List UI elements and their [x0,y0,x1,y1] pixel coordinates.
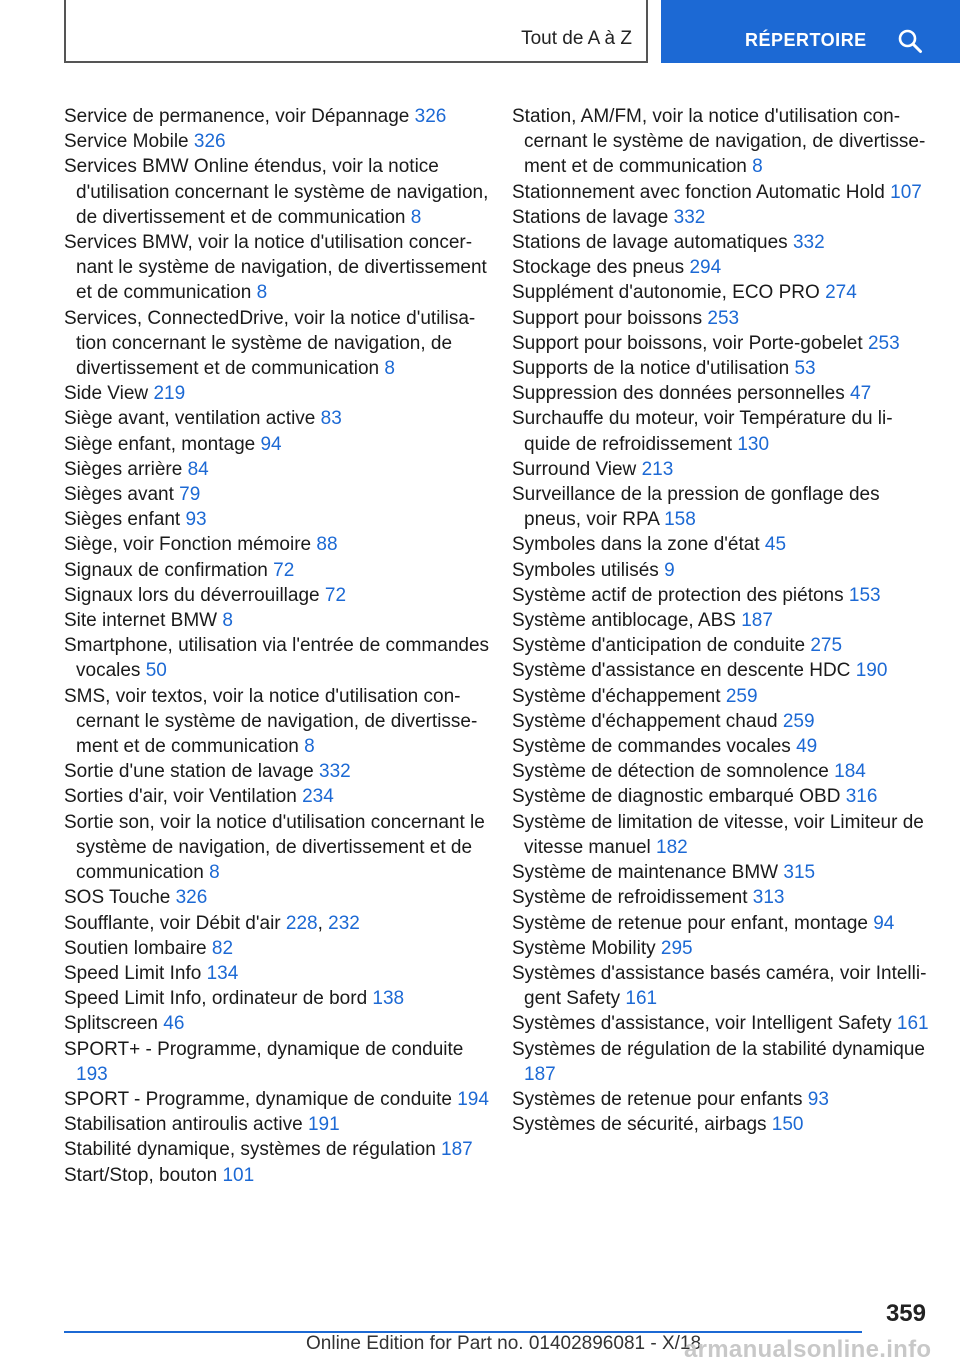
index-entry-text: Stations de lavage automatiques [512,232,788,254]
page-link[interactable]: 88 [316,534,338,556]
page-link[interactable]: 332 [673,206,706,228]
index-entry [512,482,932,532]
index-entry-text: Siège avant, ventilation active [64,408,316,430]
page-link[interactable]: 294 [689,257,722,279]
index-entry-text: Side View [64,383,149,405]
page-link[interactable]: 259 [782,710,815,732]
index-entry-text: Start/Stop, bouton [64,1164,218,1186]
page-link[interactable]: 84 [187,458,209,480]
index-entry [512,684,932,709]
index-entry-text: Stockage des pneus [512,257,685,279]
page-link[interactable]: 82 [211,937,234,959]
index-entry-text: Sièges enfant [64,509,181,531]
page-link[interactable]: 45 [764,534,787,556]
index-entry [512,936,932,961]
page-link[interactable]: 234 [302,786,334,808]
index-entry-text: SPORT+ - Programme, dynamique de conduite [64,1038,464,1060]
page-link[interactable]: 326 [414,106,447,127]
index-entry [64,1137,494,1162]
index-entry [512,532,932,557]
page-link[interactable]: 53 [794,358,816,380]
index-entry [512,911,932,936]
page-link[interactable]: 93 [807,1088,829,1110]
index-entry [512,280,932,305]
index-entry-text: Sièges arrière [64,458,183,480]
page-link[interactable]: 326 [193,131,226,153]
page-link[interactable]: 72 [324,584,347,606]
index-entry [64,432,494,457]
index-entry [512,1011,932,1036]
index-entry [512,230,932,255]
index-entry [64,936,494,961]
index-entry [64,129,494,154]
page-link[interactable]: 219 [153,383,186,405]
index-entry-text: Services, ConnectedDrive, voir la notice d'utilisation concernant le système de navigation, de divertissement et de communication [64,307,476,380]
index-entry-text: Soutien lombaire [64,937,207,959]
index-entry [512,860,932,885]
index-entry [512,104,932,180]
index-entry [64,608,494,633]
page-link[interactable]: 8 [209,862,220,884]
index-entry-text: Surround View [512,458,637,480]
index-entry-text: Stabilité dynamique, systèmes de régulation [64,1139,436,1161]
index-entry-text: Système de limitation de vitesse, voir Limiteur de vitesse manuel [512,811,924,858]
page-link[interactable]: 182 [656,836,688,858]
page-number: 359 [885,1300,926,1327]
page-link[interactable]: 275 [810,635,843,657]
index-entry [64,154,494,230]
index-entry [64,507,494,532]
index-entry-text: Système de diagnostic embarqué OBD [512,786,841,808]
page-link[interactable]: 161 [896,1013,929,1035]
page-link[interactable]: 315 [783,862,816,884]
index-entry [512,1037,932,1087]
index-entry [512,205,932,230]
index-entry-text: Site internet BMW [64,610,218,632]
page-link[interactable]: 187 [441,1139,473,1161]
index-entry [512,306,932,331]
index-entry [64,381,494,406]
index-entry [512,633,932,658]
page-link[interactable]: 332 [319,761,351,783]
index-entry [64,482,494,507]
edition-text: Online Edition for Part no. 01402896081 - X/18 [306,1333,702,1354]
index-entry [64,532,494,557]
index-entry [64,457,494,482]
index-entry [512,583,932,608]
index-entry [512,734,932,759]
index-entry [64,810,494,886]
index-entry-text: SPORT - Programme, dynamique de conduite [64,1088,452,1110]
tab-directory[interactable] [661,0,960,63]
index-entry [64,961,494,986]
index-entry-text: Surveillance de la pression de gonflage des pneus, voir RPA [512,484,880,531]
index-entry-text: Système de refroidissement [512,887,748,909]
index-entry [64,558,494,583]
index-entry-text: Système de maintenance BMW [512,862,779,884]
page-link[interactable]: 194 [457,1088,489,1110]
index-entry-text: Supplément d'autonomie, ECO PRO [512,282,820,304]
page-link[interactable]: 47 [850,383,872,405]
index-entry [512,658,932,683]
index-entry [64,1037,494,1087]
page-link[interactable]: 153 [848,584,881,606]
index-entry-text: Supports de la notice d'utilisation [512,358,790,380]
page-link[interactable]: 313 [752,887,785,909]
index-entry-text: Support pour boissons [512,307,703,329]
page-link[interactable]: 274 [825,282,857,304]
index-entry-text: Système antiblocage, ABS [512,610,736,632]
page-link[interactable]: 232 [328,912,360,934]
index-entry [64,230,494,306]
page-link[interactable]: 8 [304,736,315,758]
index-entry-text: Système d'assistance en descente HDC [512,660,851,682]
index-entry [512,457,932,482]
index-entry [512,961,932,1011]
index-entry-text: Systèmes de sécurité, airbags [512,1114,767,1136]
index-entry-text: Smartphone, utilisation via l'entrée de commandes vocales [64,635,490,682]
index-entry-text: Système de commandes vocales [512,736,791,758]
page-link[interactable]: 193 [76,1063,108,1085]
page-link[interactable]: 161 [625,988,658,1010]
index-entry [64,633,494,683]
index-entry [512,1112,932,1137]
page-link[interactable]: 184 [834,761,866,783]
page-link[interactable]: 8 [222,610,233,632]
index-entry-text: Services BMW Online étendus, voir la notice d'utilisation concernant le système de navigation, de divertissement et de communication [64,156,489,228]
index-entry-text: Soufflante, voir Débit d'air [64,912,281,934]
page-link[interactable]: 93 [185,509,207,531]
page-link[interactable]: 101 [222,1164,255,1186]
page-link[interactable]: 72 [273,559,295,581]
page-link[interactable]: 316 [845,786,878,808]
page-link[interactable]: 94 [873,912,895,934]
page-link[interactable]: 8 [410,206,422,228]
index-entry [512,608,932,633]
index-entry-text: Système actif de protection des piétons [512,584,844,606]
index-entry [512,784,932,809]
index-entry-text: Systèmes d'assistance, voir Intelligent Safety [512,1013,892,1035]
page-link[interactable]: 187 [524,1063,556,1085]
page-link[interactable]: 228 [285,912,318,934]
index-entry-text: Speed Limit Info [64,962,202,984]
index-entry [512,406,932,456]
index-entry-text: Système d'échappement [512,685,721,707]
page-link[interactable]: 187 [741,610,773,632]
index-entry-text: Splitscreen [64,1013,158,1035]
index-entry [64,1112,494,1137]
index-entry-text: Stabilisation antiroulis active [64,1114,303,1136]
page-link[interactable]: 295 [660,937,693,959]
index-entry-text: Système d'anticipation de conduite [512,635,806,657]
index-entry-text: Stations de lavage [512,206,669,228]
index-entry-text: Surchauffe du moteur, voir Température du liquide de refroidissement [512,408,893,455]
page-link[interactable]: 107 [890,181,922,203]
index-entry [512,709,932,734]
index-entry-text: Système Mobility [512,937,656,959]
index-entry [64,684,494,760]
index-entry [64,104,494,129]
index-entry [64,759,494,784]
index-entry-text: Systèmes de retenue pour enfants [512,1088,803,1110]
page-link[interactable]: 49 [796,736,818,758]
index-entry [64,784,494,809]
index-entry [512,885,932,910]
tab-index-a-to-z[interactable] [64,0,648,63]
index-entry [512,180,932,205]
index-entry-text: Symboles utilisés [512,559,659,581]
index-entry-text: Siège enfant, montage [64,433,256,455]
index-entry-text: Signaux de confirmation [64,559,268,581]
index-entry [64,1011,494,1036]
page-link[interactable]: 191 [307,1114,340,1136]
search-icon[interactable] [897,28,923,54]
page-link[interactable]: 190 [855,660,888,682]
tab-directory-label: RÉPERTOIRE [745,30,867,50]
page-link[interactable]: 8 [752,156,763,178]
page-link[interactable]: 46 [163,1013,185,1035]
page-link[interactable]: 150 [771,1114,804,1136]
index-entry-text: Sortie d'une station de lavage [64,761,314,783]
page-link[interactable]: 130 [737,433,770,455]
index-entry-text: Service Mobile [64,131,189,153]
page-link[interactable]: 213 [641,458,674,480]
index-entry-text: Suppression des données personnelles [512,383,845,405]
index-entry [64,306,494,382]
page-link[interactable]: 259 [725,685,758,707]
page-link[interactable]: 79 [179,484,201,506]
index-entry [512,558,932,583]
index-entry-text: Stationnement avec fonction Automatic Hold [512,181,885,203]
page-link[interactable]: 8 [384,358,395,380]
page-link[interactable]: 253 [707,307,740,329]
index-entry [512,759,932,784]
index-entry [64,406,494,431]
index-entry [64,986,494,1011]
page-link[interactable]: 9 [664,559,675,581]
index-entry-text: Support pour boissons, voir Porte-gobelet [512,332,863,354]
page-link[interactable]: 50 [145,660,167,682]
page-link[interactable]: 138 [372,988,405,1010]
index-entry-text: Service de permanence, voir Dépannage [64,106,410,127]
index-entry-text: Siège, voir Fonction mémoire [64,534,312,556]
index-entry-text: Station, AM/FM, voir la notice d'utilisation concernant le système de navigation, de divertissement et de communication [512,106,926,178]
page-link[interactable]: 326 [175,887,208,909]
index-entry-text: Système de retenue pour enfant, montage [512,912,868,934]
index-entry-text: Signaux lors du déverrouillage [64,584,320,606]
page-link[interactable]: 253 [867,332,900,354]
page-link[interactable]: 8 [256,282,268,304]
index-entry [512,381,932,406]
watermark: armanualsonline.info [684,1336,932,1363]
index-entry [512,810,932,860]
index-entry-text: Services BMW, voir la notice d'utilisation concernant le système de navigation, de divertissement et de communication [64,232,487,304]
index-entry-text: Sorties d'air, voir Ventilation [64,786,297,808]
index-column-right [512,104,932,1137]
index-entry-text: Sortie son, voir la notice d'utilisation concernant le système de navigation, de divertissement et de communication [64,811,485,884]
tab-index-label: Tout de A à Z [521,28,632,49]
index-entry [64,583,494,608]
page-link[interactable]: 94 [260,433,282,455]
index-entry-text: Systèmes de régulation de la stabilité dynamique [512,1038,925,1060]
index-entry-text: SMS, voir textos, voir la notice d'utilisation concernant le système de navigation, de divertissement et de communication [64,685,478,758]
index-entry [512,356,932,381]
index-entry-text: Speed Limit Info, ordinateur de bord [64,988,368,1010]
index-entry-text: SOS Touche [64,887,171,909]
index-entry [512,331,932,356]
index-entry: Soufflante, voir Débit d'air 228, 232 [64,912,360,934]
index-entry [512,255,932,280]
index-entry [64,1087,494,1112]
index-entry-text: Système de détection de somnolence [512,761,829,783]
index-entry [512,1087,932,1112]
index-entry [64,1163,494,1188]
top-navigation [0,0,960,66]
page-link[interactable]: 83 [320,408,342,430]
index-entry-text: Système d'échappement chaud [512,710,778,732]
page-link[interactable]: 134 [206,962,239,984]
index-entry [64,885,494,910]
page-link[interactable]: 332 [792,232,825,254]
index-entry-text: Sièges avant [64,484,174,506]
page-link[interactable]: 158 [664,509,696,531]
index-entry-text: Systèmes d'assistance basés caméra, voir Intelligent Safety [512,962,927,1010]
index-column-left [64,104,494,1188]
index-entry-text: Symboles dans la zone d'état [512,534,760,556]
